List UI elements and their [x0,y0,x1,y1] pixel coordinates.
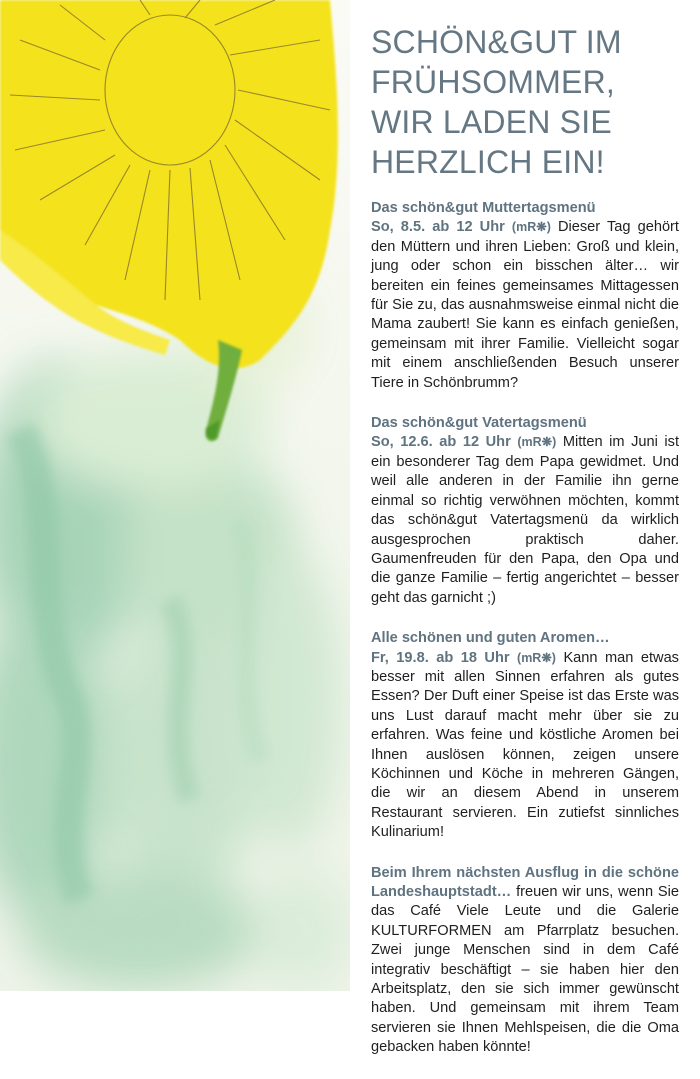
event-paragraph [371,629,679,842]
closing-note [371,864,679,1058]
event-body: Dieser Tag gehört den Müttern und ihren Lieben: Groß und klein, jung oder schon ein bisschen älter… wir bereiten ein feines gemeinsames Mittagessen für Sie zu, das ausnahmsweise einmal nicht die Mama zaubert! Sie kann es einfach genießen, gemeinsam mit ihrer Familie. Vielleicht sogar mit einem anschließenden Besuch unserer Tiere in Schönbrumm? [371,219,679,391]
text-column [371,22,679,1079]
gallery-brand: KULTURFORMEN [371,922,492,939]
event-title: Alle schönen und guten Aromen… [371,630,610,647]
event-date: Fr, 19.8. ab 18 Uhr [371,649,510,666]
event-muttertag [371,199,679,393]
event-title: Das schön&gut Muttertagsmenü [371,200,596,216]
event-aromen [371,629,679,842]
headline: SCHÖN&GUT IM FRÜHSOMMER, WIR LADEN SIE HERZLICH EIN! [371,24,622,180]
event-paragraph [371,414,679,608]
event-code: (mR❋) [517,435,557,450]
watercolor-illustration [0,0,350,991]
closing-paragraph [371,864,679,1058]
event-code: (mR❋) [511,220,551,235]
closing-lead: Beim Ihrem nächsten Ausflug in die schöne Landeshauptstadt… [371,864,679,900]
event-body: Mitten im Juni ist ein besonderer Tag dem Papa gewidmet. Und weil alle anderen in der Familie ihn gerne einmal so richtig verwöhnen möchten, kommt das schön&gut Vatertagsmenü da wirklich ausgesprochen praktisch daher. Gaumenfreuden für den Papa, den Opa und die ganze Familie – fertig angerichtet – besser geht das garnicht ;) [371,434,680,606]
sun-flower-painting [0,0,350,991]
event-title: Das schön&gut Vatertagsmenü [371,415,587,432]
event-body: Kann man etwas besser mit allen Sinnen erfahren als gutes Essen? Der Duft einer Speise ist das Erste was uns Lust darauf macht mehr über sie zu erfahren. Was feine und köstliche Aromen bei Ihnen auslösen können, zeigen unsere Köchinnen und Köche in mehreren Gängen, die wir an diesem Abend in unserem Restaurant servieren. Ein zutiefst sinnliches Kulinarium! [371,649,679,841]
closing-text-after: am Pfarrplatz besuchen. Zwei junge Menschen sind in dem Café integrativ beschäftigt – sie haben hier den Arbeitsplatz, den sie sich immer gewünscht haben. Und gemeinsam mit ihrem Team servieren sie Ihnen Mehlspeisen, die die Oma gebacken haben könnte! [371,922,679,1056]
event-date: So, 8.5. ab 12 Uhr [371,219,505,236]
event-paragraph [371,199,679,393]
closing-text-before: freuen wir uns, wenn Sie das Café Viele Leute und die Galerie [371,884,679,920]
event-vatertag [371,414,679,608]
event-date: So, 12.6. ab 12 Uhr [371,434,511,451]
event-code: (mR❋) [517,650,556,665]
